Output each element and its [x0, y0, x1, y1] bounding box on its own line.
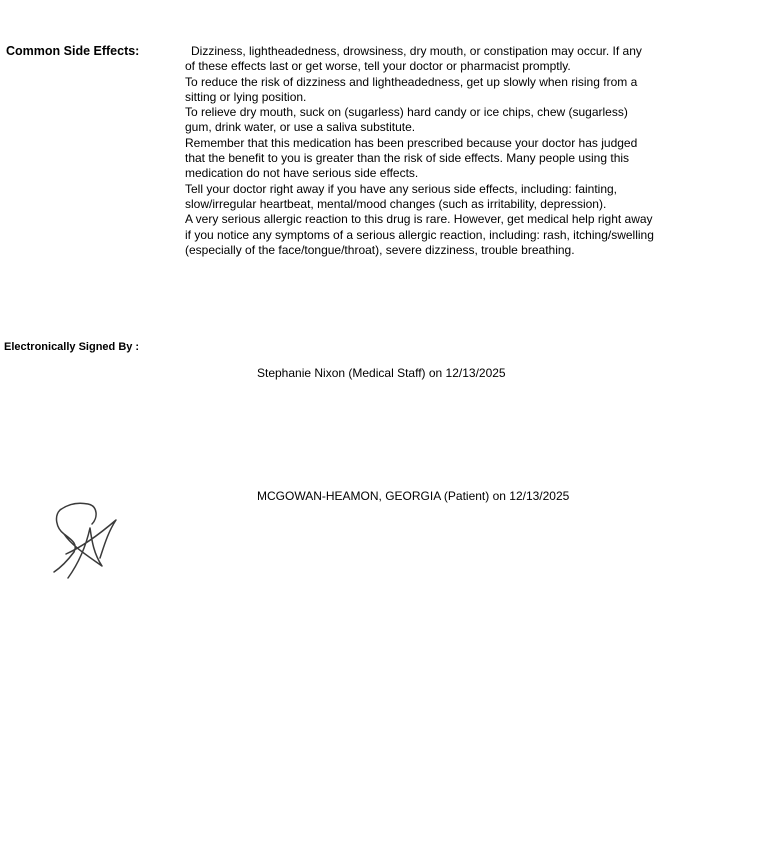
- patient-signer: MCGOWAN-HEAMON, GEORGIA (Patient) on 12/13/2025: [257, 489, 570, 503]
- side-effect-paragraph: To relieve dry mouth, suck on (sugarless) hard candy or ice chips, chew (sugarless) gum, drink water, or use a saliva substitute.: [185, 105, 628, 135]
- electronically-signed-label: Electronically Signed By :: [4, 341, 140, 353]
- side-effects-label: Common Side Effects:: [6, 44, 140, 58]
- side-effect-paragraph: Dizziness, lightheadedness, drowsiness, dry mouth, or constipation may occur. If any of these effects last or get worse, tell your doctor or pharmacist promptly.: [185, 44, 642, 74]
- side-effect-paragraph: A very serious allergic reaction to this drug is rare. However, get medical help right away if you notice any symptoms of a serious allergic reaction, including: rash, itching/swelling (especially of the face/tongue/throat), severe dizziness, trouble breathing.: [185, 212, 654, 257]
- side-effect-paragraph: Remember that this medication has been prescribed because your doctor has judged that the benefit to you is greater than the risk of side effects. Many people using this medication do not have serious side effects.: [185, 135, 638, 181]
- handwritten-signature-icon: [48, 498, 120, 582]
- side-effect-paragraph: To reduce the risk of dizziness and lightheadedness, get up slowly when rising from a sitting or lying position.: [185, 74, 638, 104]
- side-effects-text: [185, 44, 655, 258]
- staff-signer: Stephanie Nixon (Medical Staff) on 12/13/2025: [257, 366, 506, 380]
- side-effect-paragraph: Tell your doctor right away if you have any serious side effects, including: fainting, slow/irregular heartbeat, mental/mood changes (such as irritability, depression).: [185, 181, 618, 211]
